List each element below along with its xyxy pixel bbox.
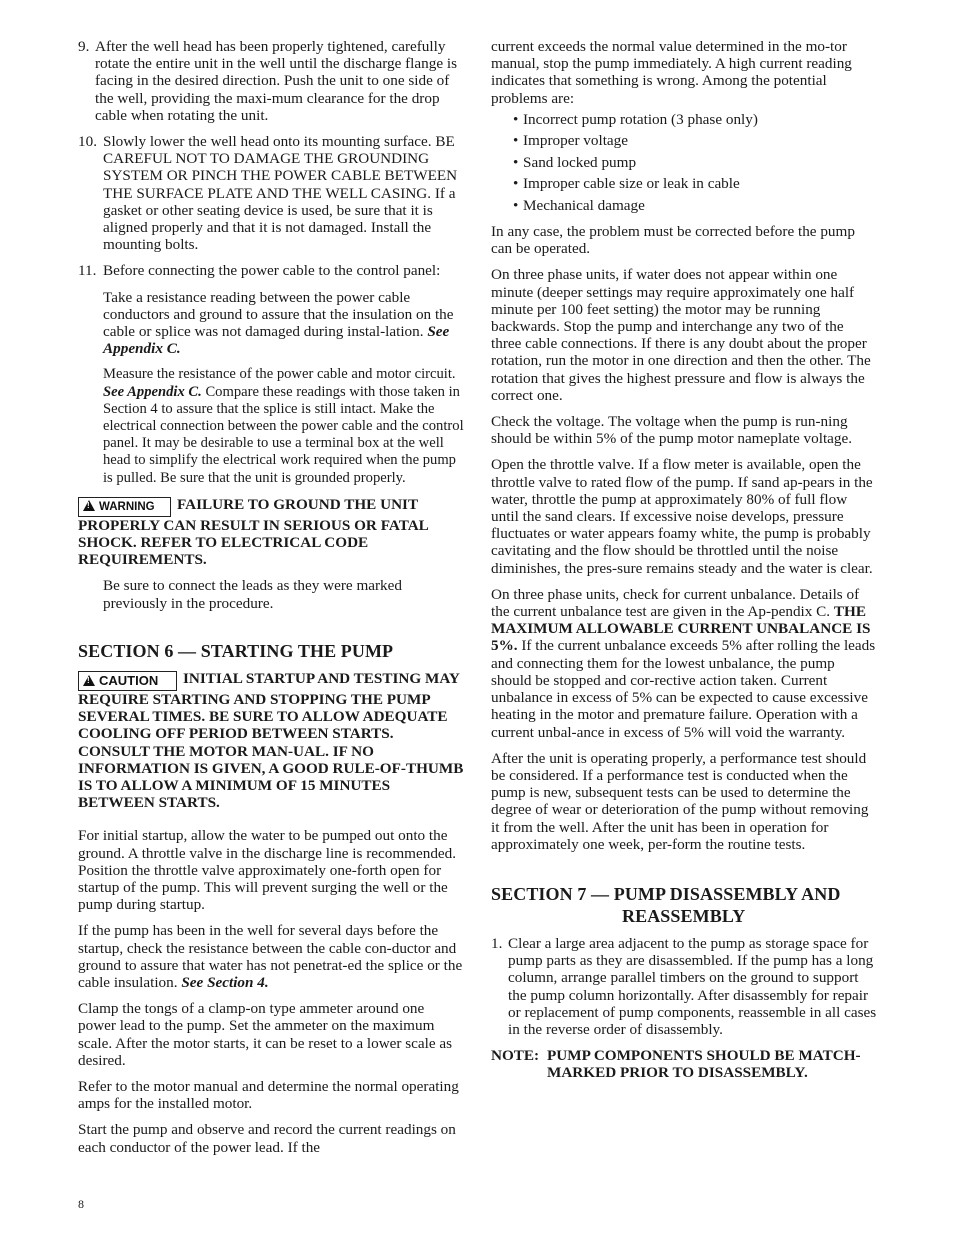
step-11 <box>78 262 464 279</box>
step-10 <box>78 133 464 253</box>
left-column <box>78 38 464 1165</box>
list-item: • Improper voltage <box>513 132 877 149</box>
warning-text: FAILURE TO GROUND THE UNIT PROPERLY CAN RESULT IN SERIOUS OR FATAL SHOCK. REFER TO ELECTRICAL CODE REQUIREMENTS. <box>78 495 428 569</box>
problems-list <box>491 111 877 214</box>
warning-notice <box>78 496 464 569</box>
warning-triangle-icon <box>83 500 95 511</box>
list-item: • Incorrect pump rotation (3 phase only) <box>513 111 877 128</box>
appendix-reference: See Appendix C. <box>103 383 202 400</box>
note-text: PUMP COMPONENTS SHOULD BE MATCH-MARKED PRIOR TO DISASSEMBLY. <box>547 1047 861 1082</box>
caution-badge: !CAUTION <box>78 671 177 691</box>
appendix-reference: See Appendix C. <box>103 323 450 358</box>
leads-note: Be sure to connect the leads as they were marked previously in the procedure. <box>103 577 402 612</box>
current-paragraph: current exceeds the normal value determined in the mo-tor manual, stop the pump immediately. A high current reading indicates that something is wrong. Among the potential problems are: <box>491 38 852 107</box>
right-column <box>491 38 877 1082</box>
caution-text: INITIAL STARTUP AND TESTING MAY REQUIRE STARTING AND STOPPING THE PUMP SEVERAL TIMES. BE SURE TO ALLOW ADEQUATE COOLING OFF PERIOD BETWEEN STARTS. CONSULT THE MOTOR MAN-UAL. IF NO INFORMATION IS GIVEN, A GOOD RULE-OF-THUMB IS TO ALLOW A MINIMUM OF 15 MINUTES BETWEEN STARTS. <box>78 669 464 812</box>
resistance-paragraph: If the pump has been in the well for several days before the startup, check the resistance between the cable con-ductor and ground to assure that water has not penetrat-ed the splice or the cable insulation. See Section 4. <box>78 922 463 991</box>
step-number: 11. <box>78 262 97 280</box>
list-item: • Mechanical damage <box>513 197 877 214</box>
unbalance-limit: THE MAXIMUM ALLOWABLE CURRENT UNBALANCE IS 5%. <box>491 603 871 655</box>
voltage-paragraph: Check the voltage. The voltage when the pump is run-ning should be within 5% of the pump motor nameplate voltage. <box>491 413 853 448</box>
section-reference: See Section 4. <box>181 973 269 991</box>
step-text: Before connecting the power cable to the control panel: <box>103 262 441 280</box>
three-phase-paragraph: On three phase units, if water does not appear within one minute (deeper settings may require approximately one half minute per 100 feet setting) the motor may be running backwards. Stop the pump and interchange any two of the three cable connections. If there is any doubt about the proper rotation, run the motor in one direction and then the other. The rotation that gives the highest pressure and flow is always the correct one. <box>491 266 871 404</box>
page-number: 8 <box>78 1197 84 1211</box>
section-6-heading: SECTION 6 — STARTING THE PUMP <box>78 640 394 661</box>
list-item: • Sand locked pump <box>513 154 877 171</box>
caution-notice <box>78 670 464 811</box>
step-text: After the well head has been properly tightened, carefully rotate the entire unit in the well until the discharge flange is facing in the desired direction. Push the unit to one side of the well, providing the maxi-mum clearance for the drop cable when rotating the unit. <box>95 38 458 124</box>
step-number: 1. <box>491 934 503 952</box>
step-11-motor-circuit-paragraph: Measure the resistance of the power cable and motor circuit. See Appendix C. Compare these readings with those taken in Section 4 to assure that the splice is still intact. Make the electrical connection between the power cable and the control panel. It may be desirable to use a terminal box at the well head to simplify the electrical work required when the pump is pulled. Be sure that the unit is grounded properly. <box>103 366 464 486</box>
caution-triangle-icon <box>83 675 95 686</box>
step-text: Clear a large area adjacent to the pump as storage space for pump parts as they are disassembled. If the pump has a long column, arrange parallel timbers on the ground to support the pump column horizontally. After disassembly for repair or replacement of pump components, reassemble in all cases in the reverse order of disassembly. <box>508 934 877 1038</box>
clamp-paragraph: Clamp the tongs of a clamp-on type ammeter around one power lead to the pump. Set the ammeter on the maximum scale. After the motor starts, it can be reset to a lower scale as desired. <box>78 1000 453 1069</box>
section-7-heading: SECTION 7 — PUMP DISASSEMBLY AND REASSEMBLY <box>491 883 841 926</box>
step-text: Slowly lower the well head onto its mounting surface. BE CAREFUL NOT TO DAMAGE THE GROUNDING SYSTEM OR PINCH THE POWER CABLE BETWEEN THE SURFACE PLATE AND THE WELL CASING. If a gasket or other seating device is used, be sure that it is aligned properly and that it is not damaged. Install the mounting bolts. <box>103 133 458 254</box>
start-paragraph: Start the pump and observe and record the current readings on each conductor of the power lead. If the <box>78 1121 456 1156</box>
refer-paragraph: Refer to the motor manual and determine the normal operating amps for the installed motor. <box>78 1077 459 1113</box>
step-number: 9. <box>78 38 90 55</box>
note <box>491 1047 877 1081</box>
throttle-paragraph: Open the throttle valve. If a flow meter is available, open the throttle valve to rated flow of the pump. If sand ap-pears in the water, throttle the pump at approximately 80% of full flow until the sand clears. If excessive noise develops, pressure fluctuates or water appears foamy white, the pump is probably cavitating and the flow should be throttled until the noise diminishes, the pres-sure remains steady and the water is clear. <box>491 456 873 577</box>
step-11-resistance-paragraph: Take a resistance reading between the power cable conductors and ground to assure that the insulation on the cable or splice was not damaged during instal-lation. See Appendix C. <box>103 288 454 358</box>
unbalance-paragraph: On three phase units, check for current unbalance. Details of the current unbalance test are given in the Ap-pendix C. THE MAXIMUM ALLOWABLE CURRENT UNBALANCE IS 5%. If the current unbalance exceeds 5% after rolling the leads and connecting them for the lowest unbalance, the pump should be stopped and cor-rective action taken. Current unbalance in excess of 5% can be expected to cause excessive heating in the motor and premature failure. Operation with a current unbal-ance in excess of 5% will void the warranty. <box>491 585 876 741</box>
warning-badge: !WARNING <box>78 497 171 517</box>
note-label: NOTE: <box>491 1047 540 1065</box>
step-9 <box>78 38 464 124</box>
performance-paragraph: After the unit is operating properly, a performance test should be considered. If a performance test is conducted when the pump is new, subsequent tests can be used to determine the degree of wear or deterioration of the pump without removing it from the well. After the unit has been in operation for approximately one week, per-form the routine tests. <box>491 749 869 853</box>
any-case-paragraph: In any case, the problem must be corrected before the pump can be operated. <box>491 223 855 258</box>
step-1 <box>491 935 877 1038</box>
startup-paragraph: For initial startup, allow the water to be pumped out onto the ground. A throttle valve in the discharge line is recommended. Position the throttle valve approximately one-forth open for startup of the pump. This will prevent surging the well or the pump during startup. <box>78 827 457 914</box>
list-item: • Improper cable size or leak in cable <box>513 175 877 192</box>
step-number: 10. <box>78 133 97 151</box>
